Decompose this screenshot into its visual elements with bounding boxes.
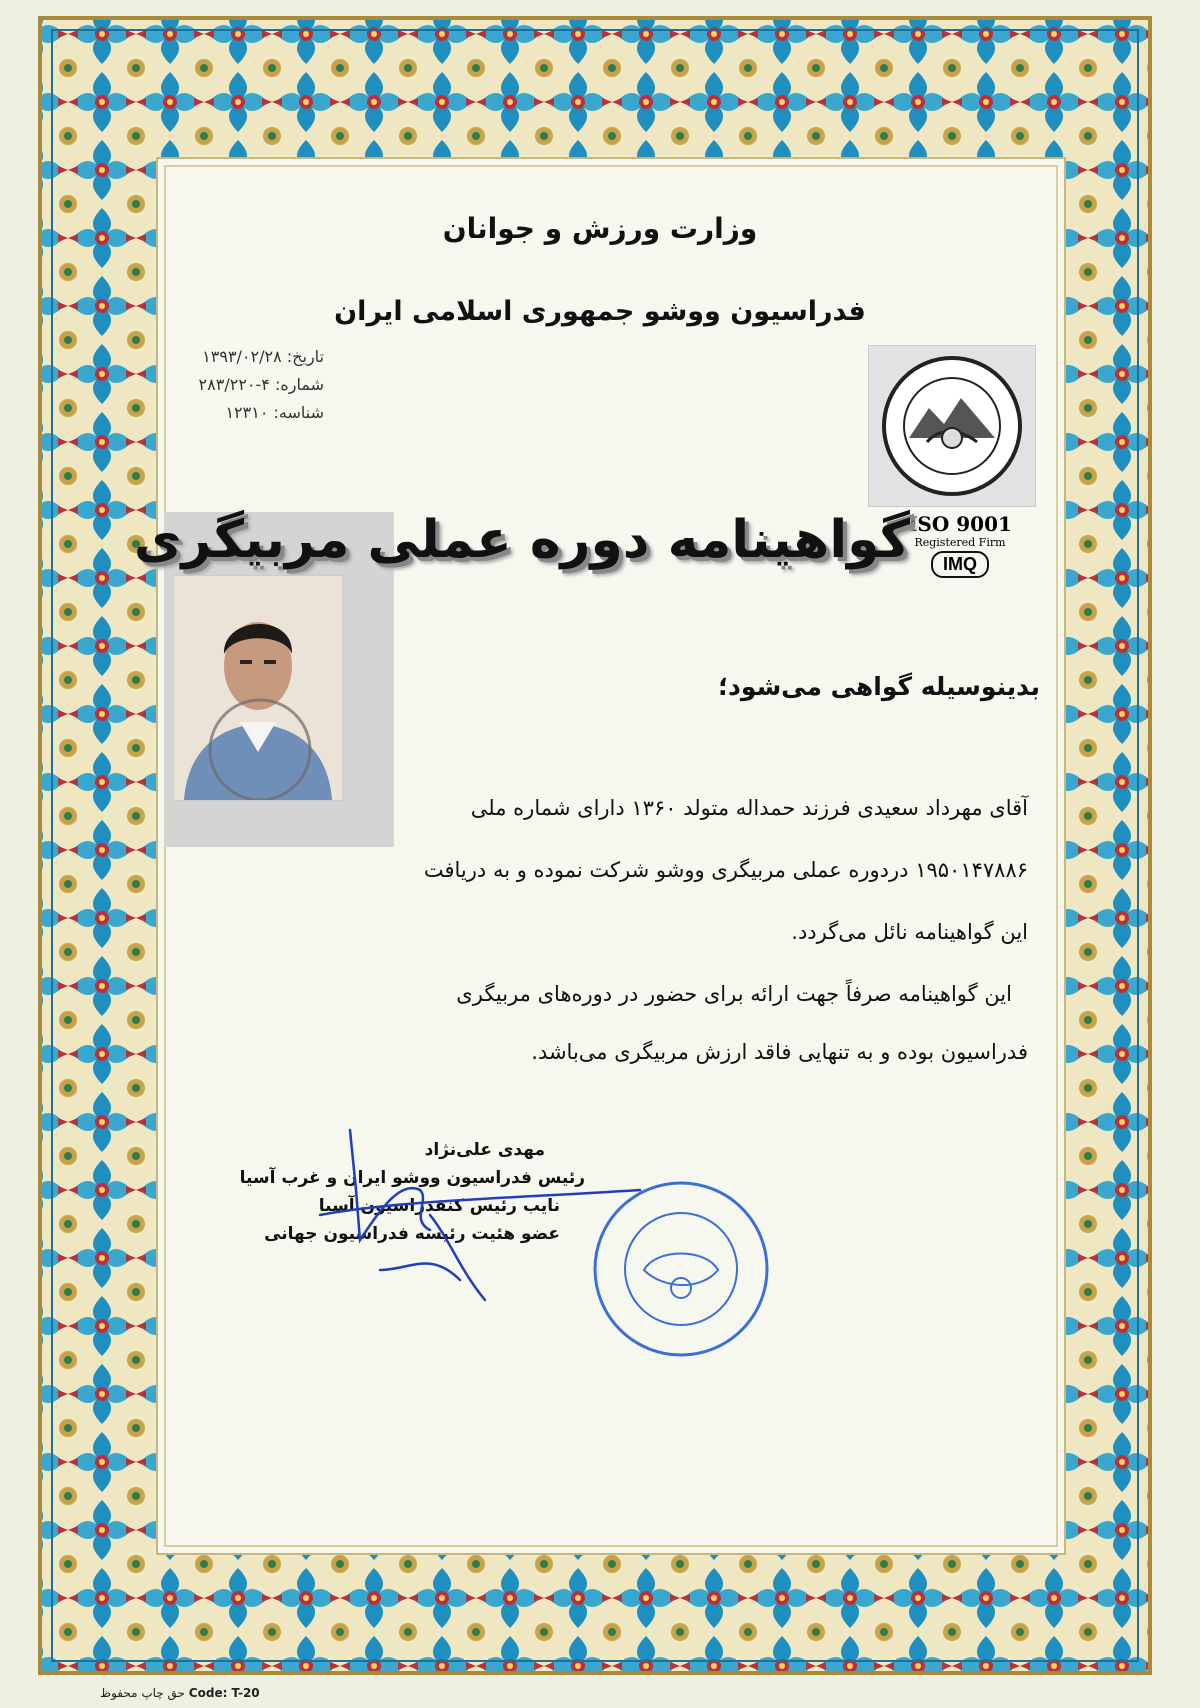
body-line-5: فدراسیون بوده و به تنهایی فاقد ارزش مربیگری می‌باشد. [531,1040,1028,1064]
holder-photo [173,575,343,801]
body-line-3: این گواهینامه نائل می‌گردد. [791,920,1028,944]
signer-role-3: عضو هئیت رئیسه فدراسیون جهانی [264,1224,560,1244]
id-field: شناسه: ۱۲۳۱۰ [225,403,324,422]
person-photo-icon [174,576,342,800]
intro-line: بدینوسیله گواهی می‌شود؛ [718,672,1040,701]
body-line-4: این گواهینامه صرفاً جهت ارائه برای حضور در دوره‌های مربیگری [456,982,1012,1006]
signer-role-2: نایب رئیس کنفدراسیون آسیا [318,1196,560,1216]
imq-logo [931,551,989,578]
ministry-heading: وزارت ورزش و جوانان [442,212,758,245]
certificate-title: گواهینامه دوره عملی مربیگری [133,510,910,570]
footer-code [100,1686,260,1700]
iso-badge [900,512,1020,578]
federation-stamp [590,1178,772,1360]
signer-name: مهدی علی‌نژاد [424,1140,545,1160]
federation-emblem-icon [869,346,1035,506]
date-field: تاریخ: ۱۳۹۳/۰۲/۲۸ [202,347,324,366]
body-line-1: آقای مهرداد سعیدی فرزند حمداله متولد ۱۳۶۰ دارای شماره ملی [470,796,1028,820]
footer-copyright: حق چاپ محفوظ [100,1686,185,1700]
federation-heading: فدراسیون ووشو جمهوری اسلامی ایران [334,296,866,327]
body-line-2: ۱۹۵۰۱۴۷۸۸۶ دردوره عملی مربیگری ووشو شرکت نموده و به دریافت [423,858,1028,882]
imq-label: IMQ [943,554,977,574]
number-field: شماره: ۴-۲۸۳/۲۲۰ [198,375,324,394]
footer-code-label: Code: T-20 [188,1686,260,1700]
signer-role-1: رئیس فدراسیون ووشو ایران و غرب آسیا [239,1168,585,1188]
federation-logo [868,345,1036,507]
iso-label: ISO 9001 [908,512,1012,536]
iso-sub: Registered Firm [914,536,1006,549]
